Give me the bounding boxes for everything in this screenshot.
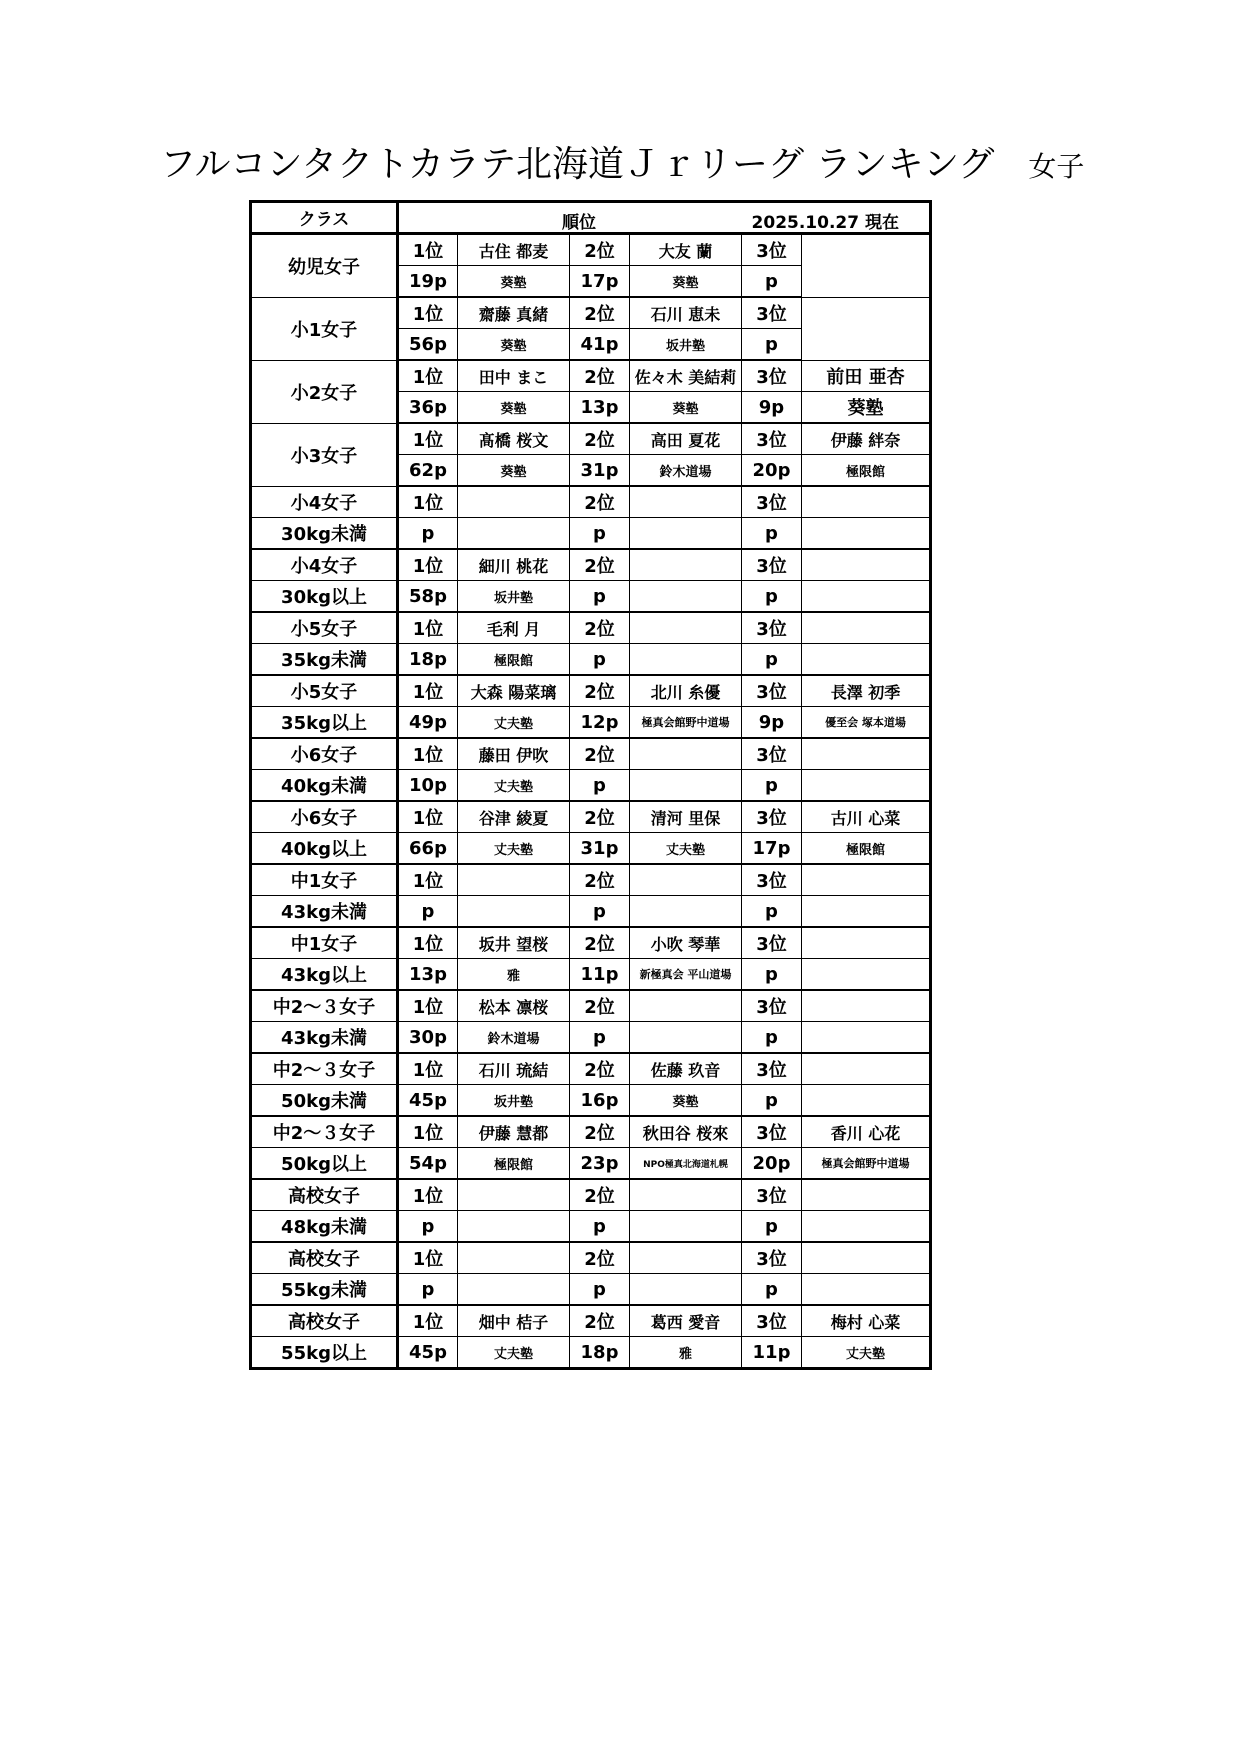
- place-3-name: [802, 738, 931, 770]
- place-1-club: 鈴木道場: [458, 1022, 570, 1054]
- place-1-label: 1位: [398, 360, 458, 392]
- place-2-points: 31p: [570, 833, 630, 865]
- class-weight-cell: 30kg未満: [251, 518, 398, 550]
- place-1-name: 松本 凛桜: [458, 990, 570, 1022]
- place-2-name: [630, 549, 742, 581]
- place-1-points: 10p: [398, 770, 458, 802]
- table-row: [251, 1148, 931, 1180]
- place-3-name: [802, 927, 931, 959]
- place-1-points: 18p: [398, 644, 458, 676]
- place-2-points: p: [570, 896, 630, 928]
- place-1-club: 丈夫塾: [458, 833, 570, 865]
- place-2-name: [630, 1242, 742, 1274]
- place-2-points: 13p: [570, 392, 630, 424]
- place-1-points: 45p: [398, 1085, 458, 1117]
- class-weight-cell: 30kg以上: [251, 581, 398, 613]
- place-2-name: [630, 486, 742, 518]
- place-3-club: [802, 770, 931, 802]
- place-1-name: 細川 桃花: [458, 549, 570, 581]
- place-3-club: [802, 1085, 931, 1117]
- class-weight-cell: 55kg以上: [251, 1337, 398, 1369]
- place-3-points: p: [742, 266, 802, 298]
- place-2-name: 北川 糸優: [630, 675, 742, 707]
- place-2-club: [630, 1274, 742, 1306]
- place-2-label: 2位: [570, 234, 630, 266]
- place-2-name: 佐々木 美結莉: [630, 360, 742, 392]
- place-2-points: p: [570, 1211, 630, 1243]
- place-3-points: p: [742, 1085, 802, 1117]
- place-2-club: [630, 644, 742, 676]
- place-1-club: 雅: [458, 959, 570, 991]
- place-3-points: p: [742, 329, 802, 361]
- place-3-name: 梅村 心菜: [802, 1305, 931, 1337]
- place-1-label: 1位: [398, 927, 458, 959]
- place-1-club: 極限館: [458, 1148, 570, 1180]
- place-2-name: [630, 864, 742, 896]
- place-3-club: [802, 1211, 931, 1243]
- place-2-points: p: [570, 518, 630, 550]
- table-row: [251, 581, 931, 613]
- table-row: [251, 833, 931, 865]
- place-3-label: 3位: [742, 801, 802, 833]
- place-1-points: 62p: [398, 455, 458, 487]
- place-2-points: p: [570, 1274, 630, 1306]
- place-2-label: 2位: [570, 1242, 630, 1274]
- place-3-points: 20p: [742, 1148, 802, 1180]
- table-row: [251, 675, 931, 707]
- place-1-name: 畑中 桔子: [458, 1305, 570, 1337]
- place-1-points: p: [398, 896, 458, 928]
- place-3-label: 3位: [742, 234, 802, 266]
- place-3-label: 3位: [742, 1179, 802, 1211]
- place-1-label: 1位: [398, 1305, 458, 1337]
- place-1-name: [458, 486, 570, 518]
- place-1-label: 1位: [398, 612, 458, 644]
- place-1-club: 葵塾: [458, 329, 570, 361]
- place-3-name: 前田 亜杏: [802, 360, 931, 392]
- place-1-points: 13p: [398, 959, 458, 991]
- place-1-club: 坂井塾: [458, 581, 570, 613]
- place-1-points: p: [398, 1211, 458, 1243]
- table-row: [251, 927, 931, 959]
- place-2-club: [630, 896, 742, 928]
- table-row: [251, 644, 931, 676]
- place-3-label: 3位: [742, 738, 802, 770]
- place-1-name: 髙橋 桜文: [458, 423, 570, 455]
- class-weight-cell: 35kg未満: [251, 644, 398, 676]
- place-3-label: 3位: [742, 1116, 802, 1148]
- place-2-club: 極真会館野中道場: [630, 707, 742, 739]
- place-2-club: 坂井塾: [630, 329, 742, 361]
- ranking-table: [249, 200, 932, 1370]
- place-1-label: 1位: [398, 738, 458, 770]
- place-3-name: [802, 1242, 931, 1274]
- place-2-name: 佐藤 玖音: [630, 1053, 742, 1085]
- place-1-club: 極限館: [458, 644, 570, 676]
- place-1-label: 1位: [398, 990, 458, 1022]
- place-1-name: 伊藤 慧都: [458, 1116, 570, 1148]
- place-3-club: [802, 896, 931, 928]
- place-3-club: [802, 959, 931, 991]
- class-cell: 中1女子: [251, 864, 398, 896]
- place-2-club: 新極真会 平山道場: [630, 959, 742, 991]
- place-2-club: 葵塾: [630, 392, 742, 424]
- place-2-label: 2位: [570, 486, 630, 518]
- place-3-label: 3位: [742, 675, 802, 707]
- table-row: [251, 1053, 931, 1085]
- class-cell: 中1女子: [251, 927, 398, 959]
- place-2-label: 2位: [570, 612, 630, 644]
- place-2-label: 2位: [570, 927, 630, 959]
- place-3-label: 3位: [742, 990, 802, 1022]
- place-1-points: 58p: [398, 581, 458, 613]
- place-3-name: [802, 297, 931, 360]
- class-weight-cell: 43kg以上: [251, 959, 398, 991]
- place-2-name: [630, 612, 742, 644]
- class-weight-cell: 40kg以上: [251, 833, 398, 865]
- place-2-label: 2位: [570, 1179, 630, 1211]
- page-title: [160, 136, 1084, 187]
- place-1-name: 藤田 伊吹: [458, 738, 570, 770]
- place-2-label: 2位: [570, 297, 630, 329]
- place-3-label: 3位: [742, 423, 802, 455]
- class-weight-cell: 50kg以上: [251, 1148, 398, 1180]
- place-3-label: 3位: [742, 549, 802, 581]
- place-3-name: [802, 234, 931, 298]
- header-class: クラス: [251, 202, 398, 234]
- class-cell: 高校女子: [251, 1179, 398, 1211]
- table-row: [251, 770, 931, 802]
- class-cell: 幼児女子: [251, 234, 398, 298]
- class-weight-cell: 48kg未満: [251, 1211, 398, 1243]
- table-row: [251, 1305, 931, 1337]
- place-3-club: [802, 644, 931, 676]
- place-1-name: 石川 琉結: [458, 1053, 570, 1085]
- place-2-points: p: [570, 770, 630, 802]
- place-2-label: 2位: [570, 675, 630, 707]
- place-3-club: 極限館: [802, 833, 931, 865]
- place-1-points: p: [398, 1274, 458, 1306]
- place-2-name: 石川 恵未: [630, 297, 742, 329]
- class-weight-cell: 43kg未満: [251, 1022, 398, 1054]
- class-cell: 小3女子: [251, 423, 398, 486]
- place-2-name: 大友 蘭: [630, 234, 742, 266]
- place-3-club: [802, 1274, 931, 1306]
- place-1-label: 1位: [398, 1053, 458, 1085]
- place-2-label: 2位: [570, 1116, 630, 1148]
- place-1-points: 49p: [398, 707, 458, 739]
- class-cell: 小4女子: [251, 486, 398, 518]
- table-row: [251, 423, 931, 455]
- place-3-club: 丈夫塾: [802, 1337, 931, 1369]
- place-1-club: [458, 896, 570, 928]
- title-sub: 女子: [1028, 150, 1085, 183]
- class-cell: 小5女子: [251, 675, 398, 707]
- place-1-name: [458, 864, 570, 896]
- place-2-label: 2位: [570, 360, 630, 392]
- place-3-points: 11p: [742, 1337, 802, 1369]
- place-3-points: 9p: [742, 707, 802, 739]
- place-1-label: 1位: [398, 297, 458, 329]
- place-3-name: [802, 864, 931, 896]
- place-3-points: p: [742, 1211, 802, 1243]
- place-3-name: [802, 612, 931, 644]
- place-1-label: 1位: [398, 675, 458, 707]
- class-cell: 中2～３女子: [251, 1116, 398, 1148]
- place-3-label: 3位: [742, 297, 802, 329]
- place-3-club: 優至会 塚本道場: [802, 707, 931, 739]
- place-1-club: 葵塾: [458, 266, 570, 298]
- place-1-club: 丈夫塾: [458, 770, 570, 802]
- place-2-label: 2位: [570, 1053, 630, 1085]
- table-row: [251, 738, 931, 770]
- title-main: フルコンタクトカラテ北海道Ｊｒリーグ ランキング: [160, 144, 995, 185]
- table-row: [251, 1337, 931, 1369]
- place-3-label: 3位: [742, 1053, 802, 1085]
- place-1-points: p: [398, 518, 458, 550]
- place-1-club: [458, 518, 570, 550]
- place-3-points: p: [742, 959, 802, 991]
- place-2-label: 2位: [570, 864, 630, 896]
- place-1-points: 56p: [398, 329, 458, 361]
- place-1-label: 1位: [398, 1179, 458, 1211]
- class-cell: 高校女子: [251, 1305, 398, 1337]
- place-2-points: 11p: [570, 959, 630, 991]
- place-1-club: [458, 1274, 570, 1306]
- table-header-row: [251, 202, 931, 234]
- place-2-name: 葛西 愛音: [630, 1305, 742, 1337]
- class-weight-cell: 43kg未満: [251, 896, 398, 928]
- place-2-name: 高田 夏花: [630, 423, 742, 455]
- place-2-club: NPO極真北海道札幌: [630, 1148, 742, 1180]
- place-2-club: [630, 518, 742, 550]
- place-1-points: 30p: [398, 1022, 458, 1054]
- place-1-label: 1位: [398, 486, 458, 518]
- class-cell: 小1女子: [251, 297, 398, 360]
- place-2-name: 秋田谷 桜來: [630, 1116, 742, 1148]
- place-3-points: p: [742, 770, 802, 802]
- place-2-points: 31p: [570, 455, 630, 487]
- place-3-club: [802, 581, 931, 613]
- place-1-name: 坂井 望桜: [458, 927, 570, 959]
- place-1-label: 1位: [398, 234, 458, 266]
- table-row: [251, 990, 931, 1022]
- place-3-name: [802, 486, 931, 518]
- place-2-points: 23p: [570, 1148, 630, 1180]
- class-weight-cell: 50kg未満: [251, 1085, 398, 1117]
- place-1-label: 1位: [398, 864, 458, 896]
- place-3-label: 3位: [742, 864, 802, 896]
- place-3-label: 3位: [742, 612, 802, 644]
- place-3-club: [802, 518, 931, 550]
- place-2-points: p: [570, 581, 630, 613]
- class-cell: 小5女子: [251, 612, 398, 644]
- place-1-points: 36p: [398, 392, 458, 424]
- place-1-points: 54p: [398, 1148, 458, 1180]
- header-rank-cell: [398, 202, 931, 234]
- place-1-club: 葵塾: [458, 392, 570, 424]
- table-row: [251, 1085, 931, 1117]
- table-row: [251, 707, 931, 739]
- table-row: [251, 1179, 931, 1211]
- table-row: [251, 234, 931, 266]
- place-1-label: 1位: [398, 549, 458, 581]
- place-2-club: [630, 1211, 742, 1243]
- class-cell: 小6女子: [251, 738, 398, 770]
- place-3-name: [802, 549, 931, 581]
- table-row: [251, 549, 931, 581]
- place-3-name: [802, 1179, 931, 1211]
- place-2-name: [630, 990, 742, 1022]
- table-row: [251, 360, 931, 392]
- table-row: [251, 1274, 931, 1306]
- place-3-label: 3位: [742, 360, 802, 392]
- place-2-club: [630, 1022, 742, 1054]
- table-row: [251, 518, 931, 550]
- class-cell: 高校女子: [251, 1242, 398, 1274]
- place-3-name: [802, 1053, 931, 1085]
- place-2-label: 2位: [570, 738, 630, 770]
- place-2-label: 2位: [570, 423, 630, 455]
- place-3-points: 9p: [742, 392, 802, 424]
- place-2-name: [630, 738, 742, 770]
- class-cell: 中2～３女子: [251, 990, 398, 1022]
- header-rank: 順位: [562, 213, 596, 233]
- place-3-club: 極真会館野中道場: [802, 1148, 931, 1180]
- place-3-points: p: [742, 581, 802, 613]
- place-2-club: 雅: [630, 1337, 742, 1369]
- place-1-label: 1位: [398, 423, 458, 455]
- place-1-name: 毛利 月: [458, 612, 570, 644]
- place-1-name: [458, 1179, 570, 1211]
- class-weight-cell: 55kg未満: [251, 1274, 398, 1306]
- place-2-club: 葵塾: [630, 266, 742, 298]
- place-1-name: 齋藤 真緒: [458, 297, 570, 329]
- table-row: [251, 801, 931, 833]
- place-3-label: 3位: [742, 1305, 802, 1337]
- place-1-club: [458, 1211, 570, 1243]
- place-2-label: 2位: [570, 801, 630, 833]
- place-1-club: 葵塾: [458, 455, 570, 487]
- table-row: [251, 1116, 931, 1148]
- place-2-points: 17p: [570, 266, 630, 298]
- place-2-name: 小吹 琴華: [630, 927, 742, 959]
- place-3-club: 極限館: [802, 455, 931, 487]
- place-2-points: 12p: [570, 707, 630, 739]
- place-2-label: 2位: [570, 549, 630, 581]
- place-2-name: 清河 里保: [630, 801, 742, 833]
- place-3-name: 香川 心花: [802, 1116, 931, 1148]
- place-2-points: 41p: [570, 329, 630, 361]
- place-2-points: p: [570, 644, 630, 676]
- place-3-points: 20p: [742, 455, 802, 487]
- place-3-name: 古川 心菜: [802, 801, 931, 833]
- place-3-points: p: [742, 896, 802, 928]
- header-date: 2025.10.27 現在: [751, 213, 899, 233]
- table-row: [251, 896, 931, 928]
- place-1-label: 1位: [398, 801, 458, 833]
- place-1-points: 45p: [398, 1337, 458, 1369]
- place-3-club: [802, 1022, 931, 1054]
- place-2-label: 2位: [570, 990, 630, 1022]
- place-1-name: 谷津 綾夏: [458, 801, 570, 833]
- place-3-name: [802, 990, 931, 1022]
- place-2-points: 16p: [570, 1085, 630, 1117]
- table-row: [251, 486, 931, 518]
- place-1-points: 66p: [398, 833, 458, 865]
- place-3-points: p: [742, 518, 802, 550]
- place-1-name: 大森 陽菜璃: [458, 675, 570, 707]
- table-row: [251, 297, 931, 329]
- place-2-club: 葵塾: [630, 1085, 742, 1117]
- place-3-points: p: [742, 1274, 802, 1306]
- class-weight-cell: 40kg未満: [251, 770, 398, 802]
- class-cell: 中2～３女子: [251, 1053, 398, 1085]
- table-row: [251, 864, 931, 896]
- place-3-points: p: [742, 1022, 802, 1054]
- table-row: [251, 1022, 931, 1054]
- place-1-name: [458, 1242, 570, 1274]
- place-1-label: 1位: [398, 1242, 458, 1274]
- place-1-club: 坂井塾: [458, 1085, 570, 1117]
- place-1-label: 1位: [398, 1116, 458, 1148]
- class-cell: 小6女子: [251, 801, 398, 833]
- place-2-club: 丈夫塾: [630, 833, 742, 865]
- place-3-label: 3位: [742, 927, 802, 959]
- place-3-points: 17p: [742, 833, 802, 865]
- place-1-name: 田中 まこ: [458, 360, 570, 392]
- place-3-club: 葵塾: [802, 392, 931, 424]
- place-1-club: 丈夫塾: [458, 1337, 570, 1369]
- class-weight-cell: 35kg以上: [251, 707, 398, 739]
- place-2-name: [630, 1179, 742, 1211]
- place-3-name: 伊藤 絆奈: [802, 423, 931, 455]
- place-2-club: 鈴木道場: [630, 455, 742, 487]
- place-3-points: p: [742, 644, 802, 676]
- place-1-club: 丈夫塾: [458, 707, 570, 739]
- place-2-points: p: [570, 1022, 630, 1054]
- place-2-points: 18p: [570, 1337, 630, 1369]
- class-cell: 小4女子: [251, 549, 398, 581]
- table-row: [251, 1211, 931, 1243]
- table-row: [251, 1242, 931, 1274]
- table-row: [251, 959, 931, 991]
- place-1-name: 古住 都麦: [458, 234, 570, 266]
- place-3-label: 3位: [742, 486, 802, 518]
- place-2-label: 2位: [570, 1305, 630, 1337]
- place-2-club: [630, 581, 742, 613]
- place-3-name: 長澤 初季: [802, 675, 931, 707]
- table-row: [251, 612, 931, 644]
- place-2-club: [630, 770, 742, 802]
- class-cell: 小2女子: [251, 360, 398, 423]
- place-1-points: 19p: [398, 266, 458, 298]
- place-3-label: 3位: [742, 1242, 802, 1274]
